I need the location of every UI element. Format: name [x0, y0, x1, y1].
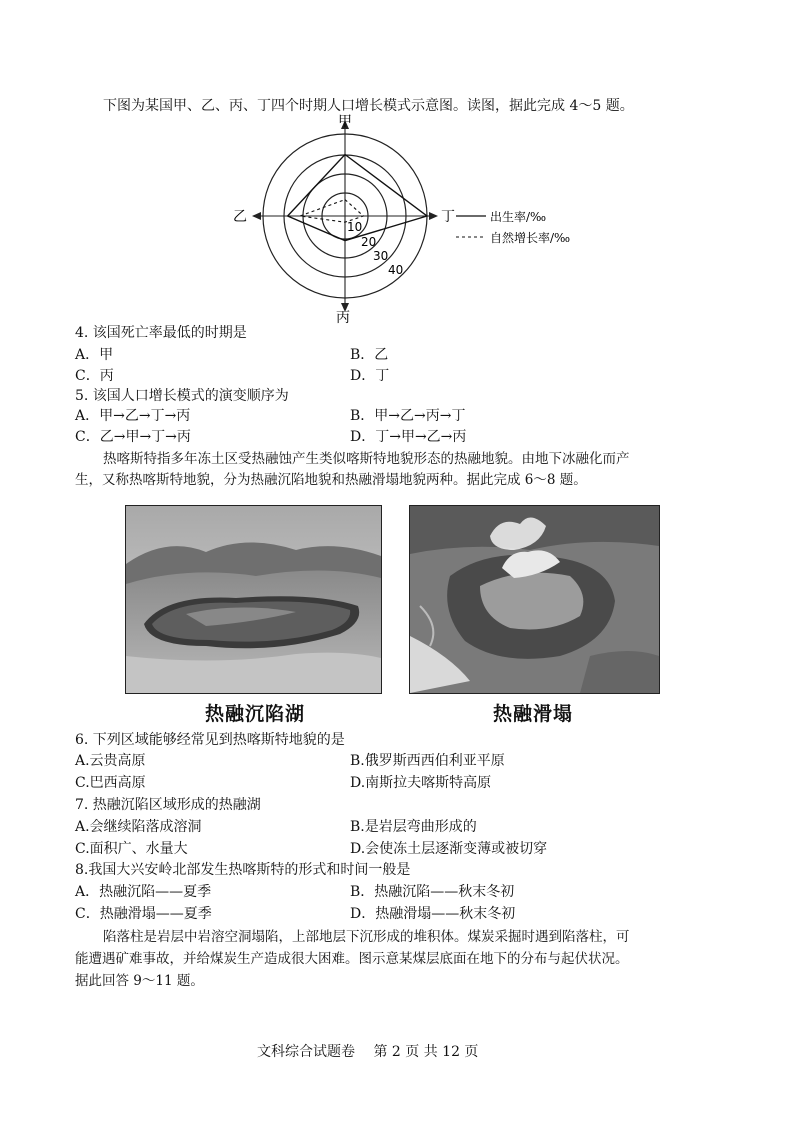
q8-option-d[interactable]: D．热融滑塌——秋末冬初 — [350, 906, 516, 922]
photo-thermokarst-lake — [125, 505, 382, 694]
q6-stem: 6. 下列区域能够经常见到热喀斯特地貌的是 — [75, 732, 345, 748]
q5-option-d[interactable]: D．丁→甲→乙→丙 — [350, 429, 467, 445]
axis-label-bottom: 丙 — [336, 310, 350, 324]
axis-label-left: 乙 — [233, 209, 247, 225]
photo-thermokarst-slump — [409, 505, 660, 694]
q7-option-b[interactable]: B.是岩层弯曲形成的 — [350, 819, 477, 835]
intro-questions-9-11-line2: 能遭遇矿难事故，并给煤炭生产造成很大困难。图示意某煤层底面在地下的分布与起伏状况。 — [75, 951, 629, 967]
legend-dashed-label: 自然增长率/‰ — [490, 231, 571, 245]
q6-option-b[interactable]: B.俄罗斯西西伯利亚平原 — [350, 753, 505, 769]
q7-option-d[interactable]: D.会使冻土层逐渐变薄或被切穿 — [350, 841, 548, 857]
q7-option-a[interactable]: A.会继续陷落成溶洞 — [75, 819, 202, 835]
q5-option-c[interactable]: C．乙→甲→丁→丙 — [75, 429, 191, 445]
legend-solid-label: 出生率/‰ — [490, 210, 547, 224]
q8-option-c[interactable]: C．热融滑塌——夏季 — [75, 906, 212, 922]
page-footer: 文科综合试题卷 第 2 页 共 12 页 — [257, 1044, 479, 1060]
q6-option-d[interactable]: D.南斯拉夫喀斯特高原 — [350, 775, 492, 791]
q4-option-a[interactable]: A．甲 — [75, 347, 114, 363]
intro-questions-9-11-line1: 陷落柱是岩层中岩溶空洞塌陷，上部地层下沉形成的堆积体。煤炭采掘时遇到陷落柱，可 — [103, 929, 630, 945]
ring-label-20: 20 — [361, 235, 377, 249]
q8-option-a[interactable]: A．热融沉陷——夏季 — [75, 884, 212, 900]
q6-option-c[interactable]: C.巴西高原 — [75, 775, 146, 791]
ring-label-10: 10 — [347, 220, 363, 234]
q4-option-b[interactable]: B．乙 — [350, 347, 389, 363]
q7-option-c[interactable]: C.面积广、水量大 — [75, 841, 188, 857]
q6-option-a[interactable]: A.云贵高原 — [75, 753, 146, 769]
photo-caption-left: 热融沉陷湖 — [205, 703, 306, 725]
arrow-right — [429, 212, 438, 220]
ring-label-40: 40 — [388, 263, 404, 277]
arrow-left — [252, 212, 261, 220]
axis-label-top: 甲 — [338, 114, 352, 130]
natural-growth-polygon — [300, 200, 364, 223]
q8-stem: 8.我国大兴安岭北部发生热喀斯特的形式和时间一般是 — [75, 862, 411, 878]
q4-option-c[interactable]: C．丙 — [75, 368, 114, 384]
axis-label-right: 丁 — [441, 209, 455, 225]
photo-caption-right: 热融滑塌 — [493, 703, 574, 725]
population-growth-radar-diagram — [230, 114, 600, 324]
ring-label-30: 30 — [373, 249, 389, 263]
intro-questions-4-5: 下图为某国甲、乙、丙、丁四个时期人口增长模式示意图。读图，据此完成 4～5 题。 — [103, 98, 634, 114]
q5-option-b[interactable]: B．甲→乙→丙→丁 — [350, 408, 466, 424]
intro-questions-6-8-line1: 热喀斯特指多年冻土区受热融蚀产生类似喀斯特地貌形态的热融地貌。由地下冰融化而产 — [103, 451, 630, 467]
q8-option-b[interactable]: B．热融沉陷——秋末冬初 — [350, 884, 515, 900]
q5-option-a[interactable]: A．甲→乙→丁→丙 — [75, 408, 191, 424]
intro-questions-6-8-line2: 生，又称热喀斯特地貌，分为热融沉陷地貌和热融滑塌地貌两种。据此完成 6～8 题。 — [75, 472, 587, 488]
q5-stem: 5. 该国人口增长模式的演变顺序为 — [75, 388, 289, 404]
q7-stem: 7. 热融沉陷区域形成的热融湖 — [75, 797, 261, 813]
q4-stem: 4. 该国死亡率最低的时期是 — [75, 325, 247, 341]
intro-questions-9-11-line3: 据此回答 9～11 题。 — [75, 973, 204, 989]
q4-option-d[interactable]: D．丁 — [350, 368, 390, 384]
